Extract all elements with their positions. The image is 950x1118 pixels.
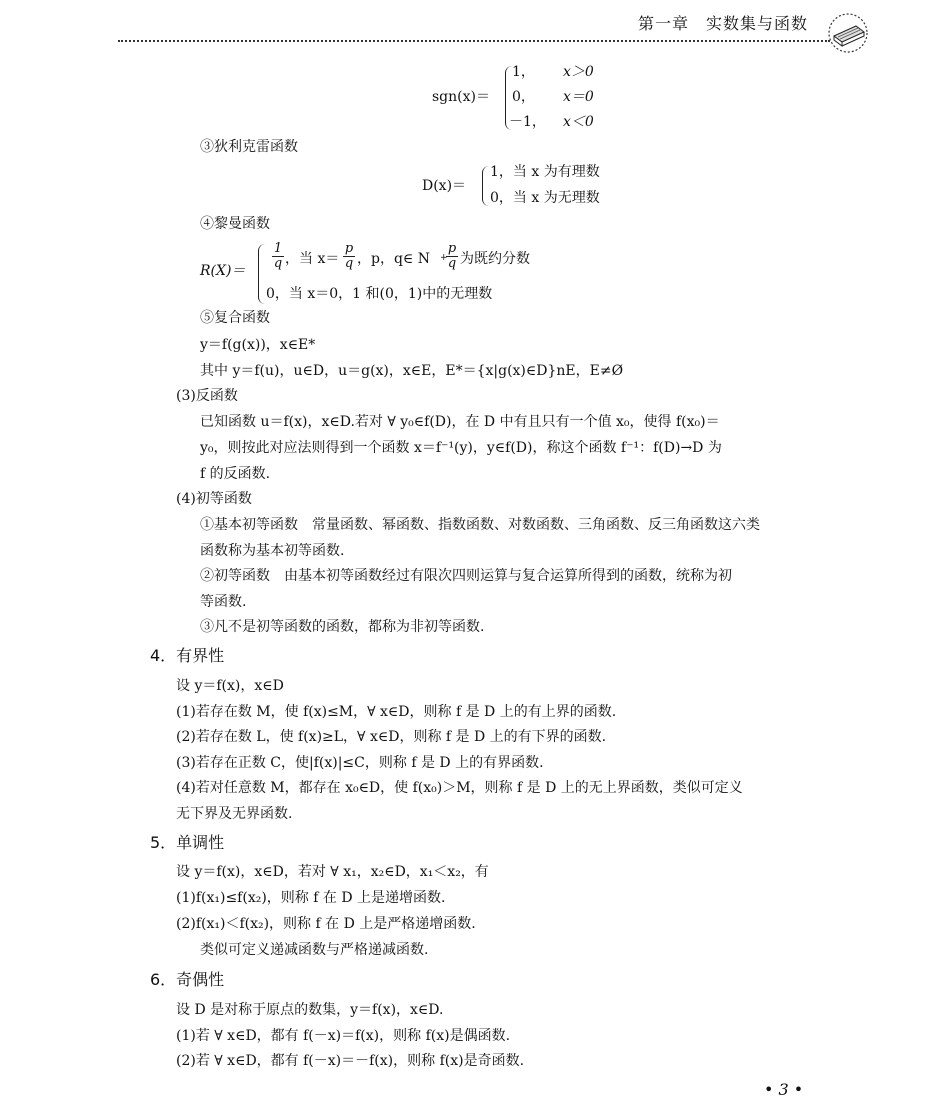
bounded-line-3: (3)若存在正数 C，使|f(x)|≤C，则称 f 是 D 上的有界函数. [176,755,544,771]
sgn-row-3-value: －1， [509,114,546,130]
elementary-p2-line-1: ②初等函数 由基本初等函数经过有限次四则运算与复合运算所得到的函数，统称为初 [200,568,732,584]
riemann-frac-1-num: 1 [273,241,283,256]
riemann-row-2: 0，当 x＝0，1 和(0，1)中的无理数 [266,286,493,302]
monotone-line-1: (1)f(x₁)≤f(x₂)，则称 f 在 D 上是递增函数. [176,890,446,906]
elementary-p1-line-2: 函数称为基本初等函数. [200,543,345,559]
dirichlet-row-1: 1，当 x 为有理数 [490,164,600,180]
dirichlet-row-2: 0，当 x 为无理数 [490,190,600,206]
riemann-mid-2: ，p，q∈ N [357,251,430,267]
elementary-title: (4)初等函数 [176,491,252,507]
riemann-lhs: R(X)＝ [200,263,246,279]
parity-line-0: 设 D 是对称于原点的数集，y＝f(x)，x∈D. [176,1002,444,1018]
inverse-line-2: y₀，则按此对应法则得到一个函数 x＝f⁻¹(y)，y∈f(D)，称这个函数 f⁻¹：f(D)→D 为 [200,440,722,456]
composite-line-2: 其中 y＝f(u)，u∈D，u＝g(x)，x∈E，E*＝{x|g(x)∈D}nE，E≠Ø [200,363,624,379]
riemann-frac-2-den: q [344,256,354,271]
monotone-line-3: 类似可定义递减函数与严格递减函数. [200,942,429,958]
sgn-row-1-value: 1， [512,64,535,80]
riemann-subscript-plus: + [440,253,448,263]
riemann-frac-2-num: p [344,241,354,256]
section-parity-title: 6．奇偶性 [150,970,225,989]
header-rule [118,40,830,42]
riemann-frac-3-den: q [447,256,457,271]
riemann-mid-1: ，当 x＝ [285,251,340,267]
elementary-p1-line-1: ①基本初等函数 常量函数、幂函数、指数函数、对数函数、三角函数、反三角函数这六类 [200,517,760,533]
sgn-row-1-cond: x＞0 [563,64,594,80]
riemann-frac-1 [272,242,284,271]
inverse-title: (3)反函数 [176,388,238,404]
riemann-title: ④黎曼函数 [200,216,270,232]
riemann-frac-3 [446,242,458,271]
parity-line-1: (1)若 ∀ x∈D，都有 f(－x)＝f(x)，则称 f(x)是偶函数. [176,1028,511,1044]
monotone-line-2: (2)f(x₁)＜f(x₂)，则称 f 在 D 上是严格递增函数. [176,916,476,932]
elementary-p3: ③凡不是初等函数的函数，都称为非初等函数. [200,619,485,635]
sgn-lhs: sgn(x)＝ [432,89,490,105]
riemann-brace [258,244,265,304]
dirichlet-brace [482,166,489,206]
parity-line-2: (2)若 ∀ x∈D，都有 f(－x)＝－f(x)，则称 f(x)是奇函数. [176,1053,525,1069]
section-monotone-title: 5．单调性 [150,833,225,852]
monotone-line-0: 设 y＝f(x)，x∈D，若对 ∀ x₁，x₂∈D，x₁＜x₂，有 [176,864,489,880]
riemann-frac-1-den: q [273,256,283,271]
dirichlet-title: ③狄利克雷函数 [200,139,298,155]
page-number: • 3 • [764,1080,804,1099]
bounded-line-0: 设 y＝f(x)，x∈D [176,678,284,694]
composite-line-1: y＝f(g(x))，x∈E* [200,337,316,353]
inverse-line-1: 已知函数 u＝f(x)，x∈D.若对 ∀ y₀∈f(D)，在 D 中有且只有一个值 x₀，使得 f(x₀)＝ [200,414,720,430]
elementary-p2-line-2: 等函数. [200,594,247,610]
bounded-line-2: (2)若存在数 L，使 f(x)≥L，∀ x∈D，则称 f 是 D 上的有下界的函数. [176,729,607,745]
sgn-row-2-value: 0， [512,89,535,105]
bounded-line-4a: (4)若对任意数 M，都存在 x₀∈D，使 f(x₀)＞M，则称 f 是 D 上的无上界函数，类似可定义 [176,780,743,796]
riemann-frac-3-num: p [447,241,457,256]
inverse-line-3: f 的反函数. [200,466,271,482]
riemann-tail: 为既约分数 [460,251,530,267]
dirichlet-lhs: D(x)＝ [422,178,467,194]
sgn-row-3-cond: x＜0 [563,114,594,130]
section-bounded-title: 4．有界性 [150,646,225,665]
composite-title: ⑤复合函数 [200,310,270,326]
sgn-row-2-cond: x＝0 [563,89,594,105]
bounded-line-4b: 无下界及无界函数. [176,806,293,822]
riemann-frac-2 [343,242,355,271]
book-logo-icon [826,12,870,54]
bounded-line-1: (1)若存在数 M，使 f(x)≤M，∀ x∈D，则称 f 是 D 上的有上界的函数. [176,704,617,720]
chapter-header: 第一章 实数集与函数 [637,14,808,33]
